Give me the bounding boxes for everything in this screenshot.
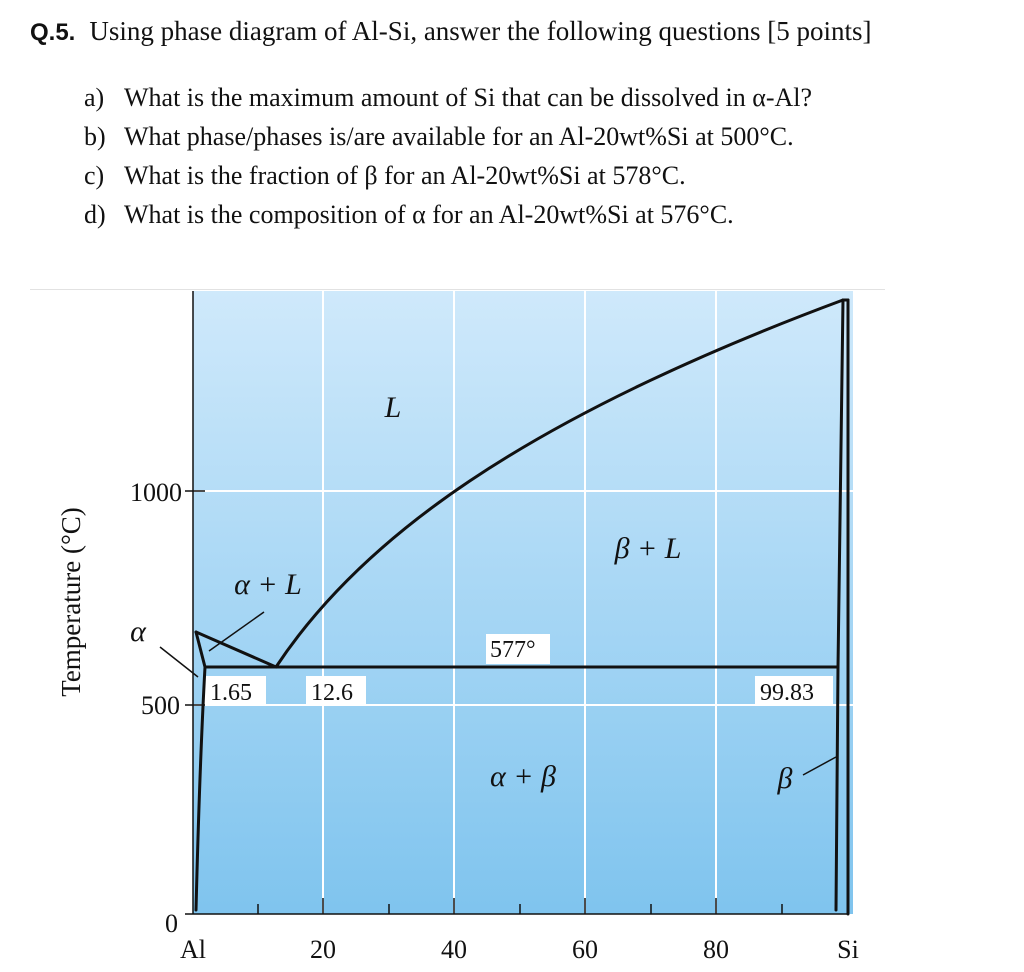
y-tick-label-500: 500 <box>141 691 180 720</box>
x-tick-label-si: Si <box>837 935 859 964</box>
y-tick-label-1000: 1000 <box>130 478 182 507</box>
item-text: What phase/phases is/are available for an Al-20wt%Si at 500°C. <box>124 122 794 151</box>
phase-label-alpha: α <box>130 615 146 648</box>
question-title: Using phase diagram of Al-Si, answer the following questions [5 points] <box>89 16 872 46</box>
x-tick-label-al: Al <box>180 935 206 964</box>
question-number: Q.5. <box>30 19 76 46</box>
x-tick-label-40: 40 <box>441 935 467 964</box>
solvus-beta <box>836 667 838 910</box>
x-tick-label-80: 80 <box>703 935 729 964</box>
eutectic-composition: 12.6 <box>311 680 353 706</box>
y-axis-label: Temperature (°C) <box>56 507 86 697</box>
phase-label-alpha-beta: α + β <box>490 760 556 793</box>
item-label: c) <box>84 161 105 190</box>
phase-label-beta-liquid: β + L <box>614 532 682 565</box>
phase-label-alpha-liquid: α + L <box>234 568 302 601</box>
item-label: a) <box>84 83 105 112</box>
x-tick-label-20: 20 <box>310 935 336 964</box>
item-label: b) <box>84 122 106 151</box>
y-tick-label-0: 0 <box>165 909 178 938</box>
diagram-background <box>193 291 853 914</box>
item-label: d) <box>84 200 106 229</box>
item-text: What is the fraction of β for an Al-20wt%Si at 578°C. <box>124 161 686 190</box>
eutectic-temperature: 577° <box>490 637 536 663</box>
beta-min-composition: 99.83 <box>760 680 814 706</box>
item-text: What is the maximum amount of Si that can be dissolved in α-Al? <box>124 83 813 112</box>
alpha-max-composition: 1.65 <box>210 680 252 706</box>
phase-label-liquid: L <box>384 391 402 424</box>
phase-label-beta: β <box>777 762 793 795</box>
x-tick-label-60: 60 <box>572 935 598 964</box>
item-text: What is the composition of α for an Al-20wt%Si at 576°C. <box>124 200 734 229</box>
